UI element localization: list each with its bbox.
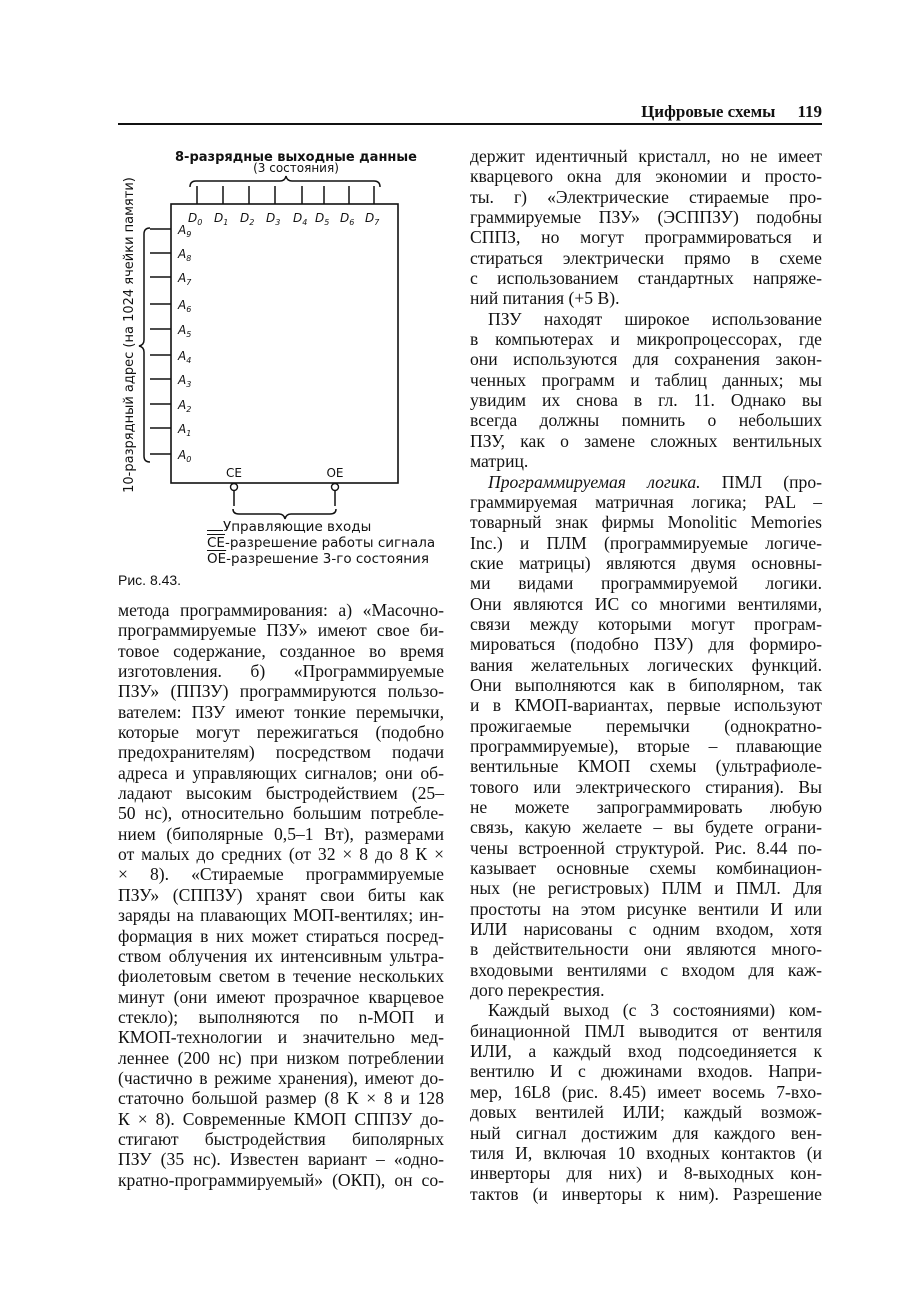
text-line [118, 1027, 444, 1047]
data-pin-label: $D_2$ [240, 211, 255, 227]
text-line [118, 1048, 444, 1068]
text-line [118, 1149, 444, 1169]
line-text: товарный знак фирмы Monolitic Memories [470, 512, 822, 533]
text-line [470, 614, 822, 634]
text-line [118, 1170, 444, 1190]
text-line [470, 268, 822, 288]
line-text: товое содержание, созданное во время [118, 640, 444, 661]
line-text: ством облучения их интенсивным ультра- [118, 945, 444, 966]
pin-subscript: 2 [186, 405, 192, 414]
line-text: Каждый выход (с 3 состояниями) ком- [488, 1000, 822, 1021]
data-pin-label: $D_6$ [340, 211, 355, 227]
line-text: ПЗУ» (ППЗУ) программируются пользо- [118, 681, 444, 702]
text-line [470, 1061, 822, 1081]
line-text: ты. г) «Электрические стираемые про- [470, 186, 822, 207]
line-text: бинационной ПМЛ выводится от вентиля [470, 1020, 822, 1041]
line-text: всегда должны помнить о небольших [470, 410, 822, 431]
line-text: фиолетовым светом в течение нескольких [118, 966, 444, 987]
text-line [470, 980, 822, 1000]
output-brace [190, 176, 380, 187]
pin-subscript: 4 [186, 356, 192, 365]
text-line [470, 797, 822, 817]
address-brace [139, 228, 150, 462]
line-text: изготовления. б) «Программируемые [118, 661, 444, 682]
line-text: стираться электрически прямо в схеме [470, 247, 822, 268]
data-pin-label: $D_3$ [266, 211, 281, 227]
pin-subscript: 4 [302, 218, 308, 227]
line-text: инверторы для них) и 8-выходных кон- [470, 1163, 822, 1184]
text-line [470, 166, 822, 186]
pin-subscript: 3 [186, 380, 192, 389]
text-line [470, 1102, 822, 1122]
text-line [118, 946, 444, 966]
line-text: заряды на плавающих МОП-вентилях; ин- [118, 905, 444, 926]
text-line [470, 288, 822, 308]
line-text: которые могут пережигаться (подобно [118, 722, 444, 743]
line-text: тового или электрического стирания). Вы [470, 776, 822, 797]
control-title [207, 519, 435, 535]
text-line [470, 431, 822, 451]
section-title: Цифровые схемы [641, 102, 776, 121]
text-line [470, 573, 822, 593]
text-line [470, 492, 822, 512]
control-title-text: Управляющие входы [223, 519, 372, 535]
text-line [470, 1000, 822, 1020]
ce-inversion-bubble [231, 484, 238, 491]
address-pin-label: $A_5$ [178, 323, 192, 339]
left-text-column [118, 600, 444, 1190]
line-text: входовыми вентилями с входом для каж- [470, 959, 822, 980]
line-text: дого перекрестия. [470, 980, 605, 1001]
control-brace [233, 509, 336, 519]
line-text: ПЗУ (35 нс). Известен вариант – «одно- [118, 1149, 444, 1170]
text-line [470, 451, 822, 471]
pin-subscript: 0 [186, 455, 192, 464]
figure-caption: Рис. 8.43. [118, 572, 182, 588]
line-text: ми видами программируемой логики. [470, 573, 822, 594]
line-text: программируемые ПЗУ» имеют свое би- [118, 620, 444, 641]
line-text: прожигаемые перемычки (однократно- [470, 715, 822, 736]
line-text: Они выполняются как в биполярном, так [470, 674, 822, 695]
text-line [470, 1041, 822, 1061]
data-pin-label: $D_5$ [315, 211, 330, 227]
text-line [470, 675, 822, 695]
figure-title: 8-разрядные выходные данные [175, 150, 417, 165]
text-line [470, 248, 822, 268]
address-pin-label: $A_8$ [178, 247, 192, 263]
ce-description [207, 535, 435, 551]
text-line [470, 1082, 822, 1102]
line-text: держит идентичный кристалл, но не имеет [470, 146, 822, 166]
line-text: мер, 16L8 (рис. 8.45) имеет восемь 7-вхо- [470, 1081, 822, 1102]
text-line [470, 207, 822, 227]
address-pin-label: $A_0$ [178, 448, 192, 464]
line-text: ПЗУ находят широкое использование [488, 308, 822, 329]
line-text: статочно большой размер (8 К × 8 и 128 [118, 1088, 444, 1109]
address-pin-label: $A_9$ [178, 223, 192, 239]
line-text: ный сигнал достижим для каждого вен- [470, 1122, 822, 1143]
pin-subscript: 8 [186, 254, 192, 263]
line-text: ПЗУ» (СППЗУ) хранят свои биты как [118, 884, 444, 905]
text-line [470, 512, 822, 532]
address-pin-label: $A_3$ [178, 373, 192, 389]
text-line [470, 1123, 822, 1143]
line-text: чены встроенной структурой. Рис. 8.44 по- [470, 837, 822, 858]
text-line [470, 899, 822, 919]
line-text: ские матрицы) являются двумя основны- [470, 552, 822, 573]
line-text: (частично в режиме хранения), имеют до- [118, 1067, 444, 1088]
text-line [470, 187, 822, 207]
text-line [118, 987, 444, 1007]
text-line [118, 1007, 444, 1027]
oe-desc-text: -разрешение 3-го состояния [226, 551, 429, 567]
line-text: довых вентилей ИЛИ; каждый возмож- [470, 1102, 822, 1123]
line-text: тактов (и инверторы к ним). Разрешение [470, 1183, 822, 1204]
line-text: вентильные КМОП схемы (ультрафиоле- [470, 756, 822, 777]
ce-desc-text: -разрешение работы сигнала [224, 535, 436, 551]
text-line [470, 695, 822, 715]
line-text: минут (они имеют прозрачное кварцевое [118, 986, 444, 1007]
line-text: вателем: ПЗУ имеют тонкие перемычки, [118, 701, 444, 722]
line-text: нием (биполярные 0,5–1 Вт), размерами [118, 823, 444, 844]
line-text: с использованием стандартных напряже- [470, 268, 822, 289]
line-text: матриц. [470, 451, 529, 472]
line-text: ний питания (+5 В). [470, 288, 620, 309]
figure-subtitle: (3 состояния) [253, 161, 339, 175]
pin-subscript: 1 [223, 218, 229, 227]
text-line [470, 227, 822, 247]
text-line [470, 960, 822, 980]
line-text: ченных программ и таблиц данных; мы [470, 369, 822, 390]
line-text: СППЗ, но могут программироваться и [470, 227, 822, 248]
page-number: 119 [797, 102, 822, 121]
pin-subscript: 9 [186, 230, 192, 239]
line-text: ных (не регистровых) ПЛМ и ПМЛ. Для [470, 878, 822, 899]
text-line [470, 838, 822, 858]
pin-subscript: 7 [374, 218, 380, 227]
data-pin-label: $D_7$ [365, 211, 380, 227]
line-text: граммируемые ПЗУ» (ЭСППЗУ) подобны [470, 207, 822, 228]
text-line [118, 1109, 444, 1129]
text-line [118, 905, 444, 925]
line-text: и в КМОП-вариантах, первые используют [470, 695, 822, 716]
pin-subscript: 6 [186, 305, 192, 314]
line-text: 50 нс), относительно большим потребле- [118, 803, 444, 824]
pin-subscript: 7 [186, 278, 192, 287]
text-line [470, 756, 822, 776]
text-line [118, 763, 444, 783]
text-line [470, 777, 822, 797]
text-line [118, 620, 444, 640]
line-text: кварцевого окна для экономии и просто- [470, 166, 822, 187]
line-text: в компьютерах и микропроцессорах, где [470, 329, 822, 350]
right-text-column [470, 146, 822, 1204]
line-text: ПМЛ (про- [700, 471, 823, 492]
line-text: они используются для сохранения закон- [470, 349, 822, 370]
text-line [470, 370, 822, 390]
address-pin-label: $A_1$ [178, 422, 192, 438]
text-line [470, 410, 822, 430]
text-line [118, 1129, 444, 1149]
line-text: тиля И, включая 10 входных контактов (и [470, 1142, 822, 1163]
text-line [470, 1184, 822, 1204]
line-text: × 8). «Стираемые программируемые [118, 864, 444, 885]
text-line [118, 702, 444, 722]
line-text: ИЛИ нарисованы с одним входом, хотя [470, 919, 822, 940]
text-line [470, 634, 822, 654]
line-text: программируемые), вторые – плавающие [470, 735, 822, 756]
pin-subscript: 2 [249, 218, 255, 227]
pin-subscript: 1 [186, 429, 192, 438]
line-text: мироваться (подобно ПЗУ) для формиро- [470, 634, 822, 655]
text-line [118, 824, 444, 844]
text-line [470, 736, 822, 756]
text-line [118, 885, 444, 905]
text-line [118, 641, 444, 661]
address-pin-label: $A_6$ [178, 298, 192, 314]
text-line [470, 1143, 822, 1163]
line-text: К × 8). Современные КМОП СППЗУ до- [118, 1108, 444, 1129]
oe-inversion-bubble [332, 484, 339, 491]
text-line [470, 1021, 822, 1041]
line-text: связь, какую желаете – вы будете ограни- [470, 817, 822, 838]
oe-pin-label: OE [326, 466, 344, 480]
text-line [470, 716, 822, 736]
text-line [118, 783, 444, 803]
text-line [118, 1068, 444, 1088]
line-text: простоты на этом рисунке вентили И или [470, 898, 822, 919]
line-text: Они являются ИС со многими вентилями, [470, 593, 822, 614]
text-line [470, 878, 822, 898]
line-text: метода программирования: а) «Масочно- [118, 600, 444, 620]
line-text: Inc.) и ПЛМ (программируемые логиче- [470, 532, 822, 553]
data-pin-label: $D_0$ [188, 211, 203, 227]
control-inputs-legend [207, 519, 435, 567]
line-text: ПЗУ, как о замене сложных вентильных [470, 430, 822, 451]
line-text: кратно-программируемый» (ОКП), он со- [118, 1169, 444, 1190]
italic-run-in-heading: Программируемая логика. [488, 471, 701, 492]
address-pin-label: $A_7$ [178, 271, 192, 287]
line-text: увидим их снова в гл. 11. Однако вы [470, 390, 822, 411]
text-line [470, 390, 822, 410]
data-pin-label: $D_4$ [293, 211, 308, 227]
line-text: казывает основные схемы комбинацион- [470, 858, 822, 879]
line-text: леннее (200 нс) при низком потреблении [118, 1047, 444, 1068]
line-text: формация в них может стираться посред- [118, 925, 444, 946]
text-line [118, 722, 444, 742]
text-line [118, 926, 444, 946]
line-text: вания желательных логических функций. [470, 654, 822, 675]
text-line [470, 858, 822, 878]
text-line [118, 1088, 444, 1108]
address-pin-label: $A_2$ [178, 398, 192, 414]
text-line [118, 661, 444, 681]
address-pin-label: $A_4$ [178, 349, 192, 365]
text-line [470, 817, 822, 837]
text-line [118, 803, 444, 823]
text-line [470, 594, 822, 614]
text-line [470, 146, 822, 166]
text-line [118, 681, 444, 701]
text-line [118, 600, 444, 620]
pin-subscript: 0 [197, 218, 203, 227]
pin-subscript: 5 [324, 218, 330, 227]
line-text: вентилю И с дюжинами входов. Напри- [470, 1061, 822, 1082]
text-line [118, 742, 444, 762]
oe-description [207, 551, 435, 567]
pin-subscript: 6 [349, 218, 355, 227]
data-pins [188, 186, 380, 227]
text-line [470, 655, 822, 675]
text-line [470, 553, 822, 573]
line-text: не можете запрограммировать любую [470, 797, 822, 817]
text-line [118, 864, 444, 884]
line-text: стигают быстродействия биполярных [118, 1128, 444, 1149]
text-line [470, 349, 822, 369]
rom-chip-box [171, 204, 398, 483]
text-line [470, 329, 822, 349]
line-text: адреса и управляющих сигналов; они об- [118, 762, 444, 783]
pin-subscript: 5 [186, 330, 192, 339]
text-line [118, 966, 444, 986]
text-line [470, 533, 822, 553]
data-pin-label: $D_1$ [214, 211, 229, 227]
address-label: 10-разрядный адрес (на 1024 ячейки памяти) [122, 177, 137, 493]
text-line [470, 472, 822, 492]
line-text: в действительности они являются много- [470, 939, 822, 960]
ce-pin-label: CE [226, 466, 242, 480]
line-text: стекло); выполняются по n-МОП и [118, 1006, 444, 1027]
oe-signal: $\overline{OE}$ [207, 551, 227, 567]
text-line [470, 939, 822, 959]
text-line [118, 844, 444, 864]
line-text: связи между которыми могут програм- [470, 613, 822, 634]
text-line [470, 1163, 822, 1183]
line-text: ладают высоким быстродействием (25– [118, 783, 444, 804]
pin-subscript: 3 [275, 218, 281, 227]
text-line [470, 919, 822, 939]
ce-signal: $\overline{CE}$ [207, 535, 225, 551]
line-text: КМОП-технологии и значительно мед- [118, 1027, 444, 1048]
line-text: от малых до средних (от 32 × 8 до 8 К × [118, 844, 444, 865]
line-text: предохранителям) посредством подачи [118, 742, 444, 763]
line-text: ИЛИ, а каждый вход подсоединяется к [470, 1041, 822, 1062]
text-line [470, 309, 822, 329]
line-text: граммируемая матричная логика; PAL – [470, 491, 822, 512]
